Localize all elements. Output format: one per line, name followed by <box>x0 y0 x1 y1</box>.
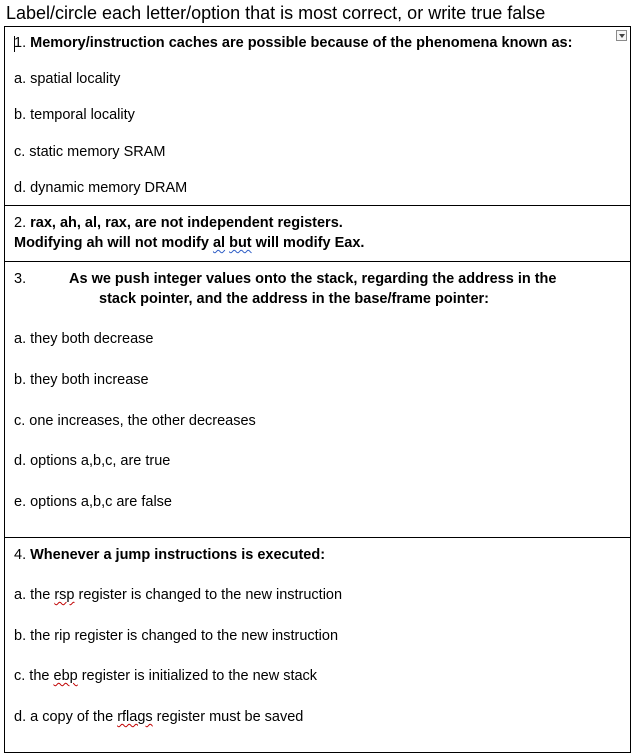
instructions-heading: Label/circle each letter/option that is most correct, or write true false <box>6 3 546 23</box>
question-3-cell[interactable] <box>5 261 630 538</box>
question-2-line-2: Modifying ah will not modify al but will modify Eax. <box>14 235 365 251</box>
question-3-text-line-1: As we push integer values onto the stack, regarding the address in the <box>69 271 557 287</box>
question-4-option-c[interactable]: c. the ebp register is initialized to the new stack <box>14 668 318 684</box>
dropdown-arrow-icon[interactable] <box>616 30 627 41</box>
question-1-stem <box>14 34 572 52</box>
question-2-cell[interactable] <box>5 205 630 262</box>
question-1-option-b[interactable]: b. temporal locality <box>14 107 135 123</box>
question-4-number: 4. <box>14 547 27 563</box>
question-3-number: 3. <box>14 271 27 287</box>
question-1-cell[interactable] <box>5 27 630 206</box>
grammar-flag-al: al <box>212 235 226 251</box>
question-2-text: rax, ah, al, rax, are not independent registers. <box>30 215 343 231</box>
question-3-option-a[interactable]: a. they both decrease <box>14 331 154 347</box>
spelling-flag-ebp: ebp <box>53 668 78 684</box>
question-table <box>4 26 631 753</box>
question-4-option-d[interactable]: d. a copy of the rflags register must be saved <box>14 709 304 725</box>
question-4-option-a[interactable]: a. the rsp register is changed to the new instruction <box>14 587 343 603</box>
question-3-option-b[interactable]: b. they both increase <box>14 372 149 388</box>
question-3-option-d[interactable]: d. options a,b,c, are true <box>14 453 171 469</box>
question-3-option-e[interactable]: e. options a,b,c are false <box>14 494 172 510</box>
grammar-flag-but: but <box>229 235 252 251</box>
question-1-option-c[interactable]: c. static memory SRAM <box>14 144 166 160</box>
spelling-flag-rflags: rflags <box>117 709 153 725</box>
question-4-stem <box>14 546 325 564</box>
question-1-option-d[interactable]: d. dynamic memory DRAM <box>14 180 188 196</box>
question-1-number: 1. <box>14 35 27 51</box>
question-1-text: Memory/instruction caches are possible because of the phenomena known as: <box>30 35 573 51</box>
question-2-line-1 <box>14 214 343 232</box>
question-1-option-a[interactable]: a. spatial locality <box>14 71 121 87</box>
question-4-option-b[interactable]: b. the rip register is changed to the new instruction <box>14 628 339 644</box>
question-3-text-line-2: stack pointer, and the address in the base/frame pointer: <box>99 291 489 307</box>
spelling-flag-rsp: rsp <box>54 587 75 603</box>
question-4-text: Whenever a jump instructions is executed: <box>30 547 326 563</box>
question-3-option-c[interactable]: c. one increases, the other decreases <box>14 413 256 429</box>
question-4-cell[interactable] <box>5 537 630 752</box>
question-2-number: 2. <box>14 215 27 231</box>
